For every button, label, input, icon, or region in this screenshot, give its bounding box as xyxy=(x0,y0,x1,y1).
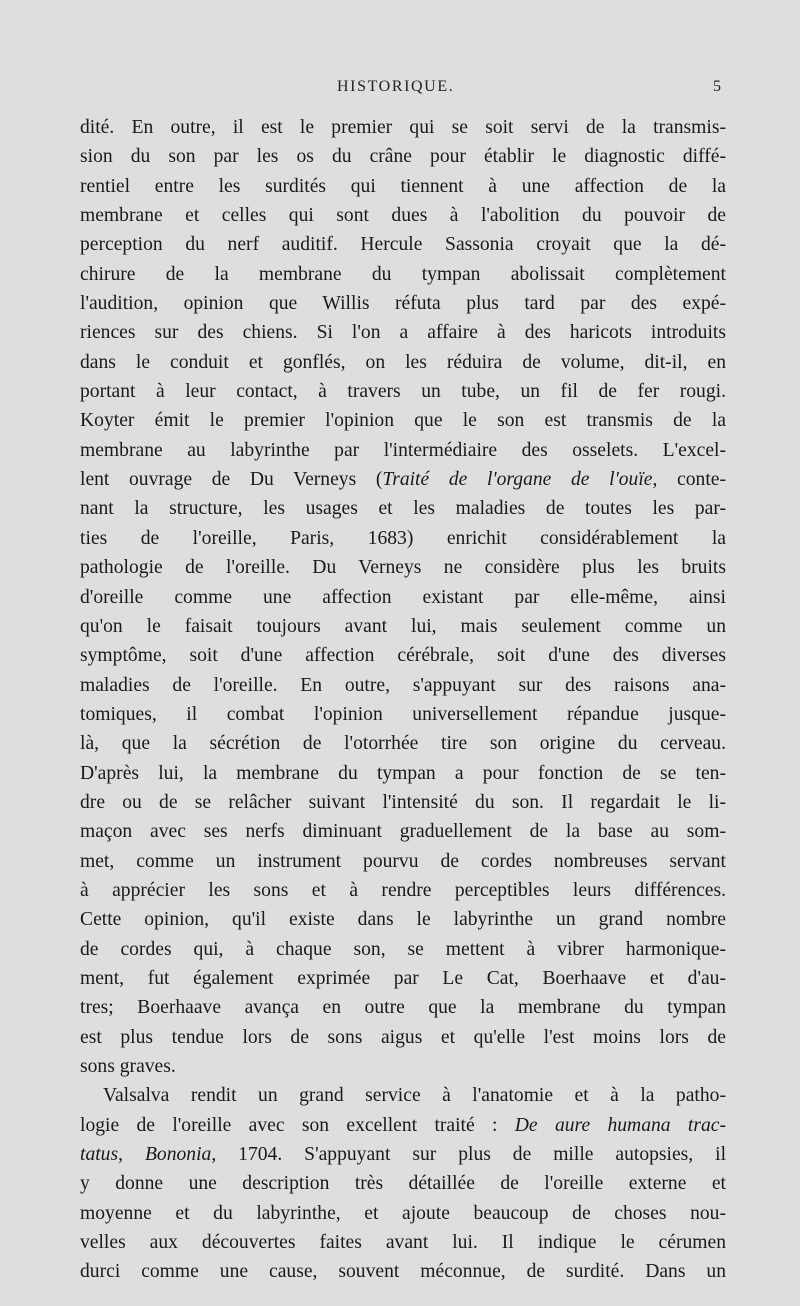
text-line: ment, fut également exprimée par Le Cat, Boerhaave et d'au- xyxy=(80,967,726,989)
text-line: sion du son par les os du crâne pour établir le diagnostic diffé- xyxy=(80,146,726,168)
text-line: chirure de la membrane du tympan abolissait complètement xyxy=(80,263,726,285)
text-fragment: lent ouvrage de Du Verneys ( xyxy=(80,469,383,491)
text-line: tres; Boerhaave avança en outre que la membrane du tympan xyxy=(80,997,726,1019)
text-line: Cette opinion, qu'il existe dans le labyrinthe un grand nombre xyxy=(80,909,726,931)
text-line: velles aux découvertes faites avant lui. Il indique le cérumen xyxy=(80,1232,726,1254)
text-line: l'audition, opinion que Willis réfuta plus tard par des expé- xyxy=(80,293,726,315)
text-line: qu'on le faisait toujours avant lui, mais seulement comme un xyxy=(80,615,726,637)
text-fragment: , xyxy=(118,1144,145,1166)
text-line: met, comme un instrument pourvu de cordes nombreuses servant xyxy=(80,850,726,872)
text-line: pathologie de l'oreille. Du Verneys ne considère plus les bruits xyxy=(80,557,726,579)
text-fragment: , 1704. S'appuyant sur plus de mille autopsies, il xyxy=(211,1144,727,1166)
text-line: y donne une description très détaillée de l'oreille externe et xyxy=(80,1173,726,1195)
text-line: maladies de l'oreille. En outre, s'appuyant sur des raisons ana- xyxy=(80,674,726,696)
text-line: riences sur des chiens. Si l'on a affaire à des haricots introduits xyxy=(80,322,726,344)
text-line: rentiel entre les surdités qui tiennent à une affection de la xyxy=(80,175,726,197)
text-line: ties de l'oreille, Paris, 1683) enrichit considérablement la xyxy=(80,527,726,549)
text-line: à apprécier les sons et à rendre perceptibles leurs différences. xyxy=(80,879,726,901)
italic-book-title: Traité de l'organe de l'ouïe xyxy=(382,469,653,491)
paragraph-start-line: Valsalva rendit un grand service à l'anatomie et à la patho- xyxy=(103,1085,726,1107)
page-header xyxy=(0,78,800,100)
text-line: perception du nerf auditif. Hercule Sassonia croyait que la dé- xyxy=(80,234,726,256)
text-line: dité. En outre, il est le premier qui se soit servi de la transmis- xyxy=(80,117,726,138)
text-line-with-italic-title xyxy=(80,1140,726,1169)
text-line: d'oreille comme une affection existant par elle-même, ainsi xyxy=(80,586,726,608)
text-line: membrane au labyrinthe par l'intermédiaire des osselets. L'excel- xyxy=(80,439,726,461)
text-line: D'après lui, la membrane du tympan a pour fonction de se ten- xyxy=(80,762,726,784)
italic-book-title: tatus xyxy=(80,1144,119,1166)
text-line: membrane et celles qui sont dues à l'abolition du pouvoir de xyxy=(80,205,726,227)
text-line: portant à leur contact, à travers un tube, un fil de fer rougi. xyxy=(80,381,726,403)
italic-place-name: Bononia xyxy=(144,1144,212,1166)
text-line: symptôme, soit d'une affection cérébrale, soit d'une des diverses xyxy=(80,645,726,667)
text-line-with-italic-title xyxy=(80,465,726,494)
italic-book-title: De aure humana trac- xyxy=(514,1114,727,1136)
text-line: maçon avec ses nerfs diminuant graduellement de la base au som- xyxy=(80,821,726,843)
text-line: dans le conduit et gonflés, on les réduira de volume, dit-il, en xyxy=(80,351,726,373)
page-number: 5 xyxy=(713,78,721,95)
text-line: tomiques, il combat l'opinion universellement répandue jusque- xyxy=(80,703,726,725)
text-line-with-italic-title xyxy=(80,1111,726,1140)
text-fragment: , conte- xyxy=(652,469,726,491)
text-line: là, que la sécrétion de l'otorrhée tire son origine du cerveau. xyxy=(80,733,726,755)
text-line: dre ou de se relâcher suivant l'intensité du son. Il regardait le li- xyxy=(80,791,726,813)
text-line: de cordes qui, à chaque son, se mettent à vibrer harmonique- xyxy=(80,938,726,960)
paragraph-end-line: sons graves. xyxy=(80,1056,176,1077)
body-text xyxy=(80,113,726,1287)
text-line: nant la structure, les usages et les maladies de toutes les par- xyxy=(80,498,726,520)
text-fragment: logie de l'oreille avec son excellent traité : xyxy=(80,1114,515,1136)
running-title: HISTORIQUE. xyxy=(337,78,455,95)
text-line: Koyter émit le premier l'opinion que le son est transmis de la xyxy=(80,410,726,432)
text-line: durci comme une cause, souvent méconnue, de surdité. Dans un xyxy=(80,1261,726,1283)
text-line: moyenne et du labyrinthe, et ajoute beaucoup de choses nou- xyxy=(80,1202,726,1224)
text-line: est plus tendue lors de sons aigus et qu'elle l'est moins lors de xyxy=(80,1026,726,1048)
